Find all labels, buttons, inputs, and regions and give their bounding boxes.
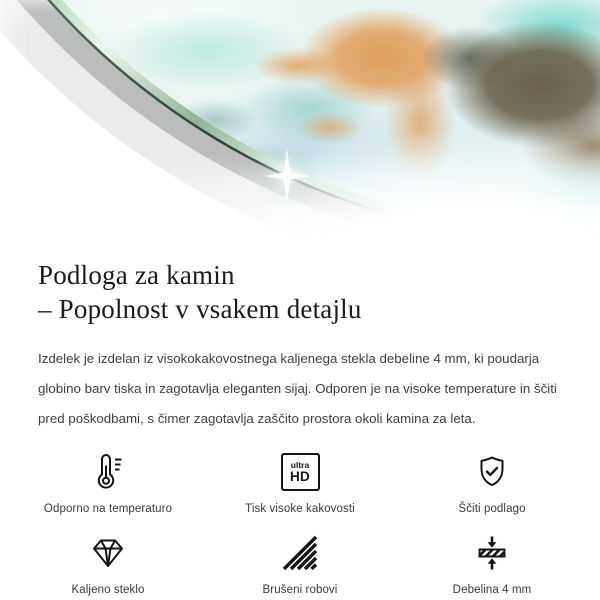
feature-label: Ščiti podlago [458,503,526,516]
page-title [0,256,600,326]
sparkle-icon [258,147,316,205]
product-description: Izdelek je izdelan iz visokokakovostnega kaljenega stekla debeline 4 mm, ki poudarja globino barv tiska in zagotavlja eleganten sijaj. Odporen je na visoke temperature in ščiti pred poškodbami, s čimer zagotavlja zaščito prostora okoli kamina za leta. [38,351,557,427]
shield-check-icon [472,450,512,494]
page-title-line2: – Popolnost v vsakem detajlu [38,294,362,325]
product-content [0,238,600,596]
feature-label: Brušeni robovi [262,584,338,597]
hero-white-fade [0,0,600,248]
page-title-line1: Podloga za kamin [38,260,235,291]
feature-print-quality [204,450,396,515]
features-grid [0,450,600,596]
thermometer-icon [88,450,128,494]
feature-temperature [12,450,204,515]
feature-label: Odporno na temperaturo [43,503,173,516]
thickness-icon [472,531,512,575]
feature-label: Tisk visoke kakovosti [245,503,355,516]
ultra-hd-icon [281,450,320,494]
feature-polished-edges [204,531,396,596]
ultra-hd-badge-bottom: HD [289,469,311,485]
feature-label: Debelina 4 mm [452,584,532,597]
ultra-hd-badge-top: ultra [290,459,310,470]
feature-tempered-glass [12,531,204,596]
feature-protection [396,450,588,515]
polished-edges-icon [280,531,320,575]
diamond-icon [88,531,128,575]
product-hero-image [0,0,600,248]
feature-thickness [396,531,588,596]
feature-label: Kaljeno steklo [71,584,145,597]
